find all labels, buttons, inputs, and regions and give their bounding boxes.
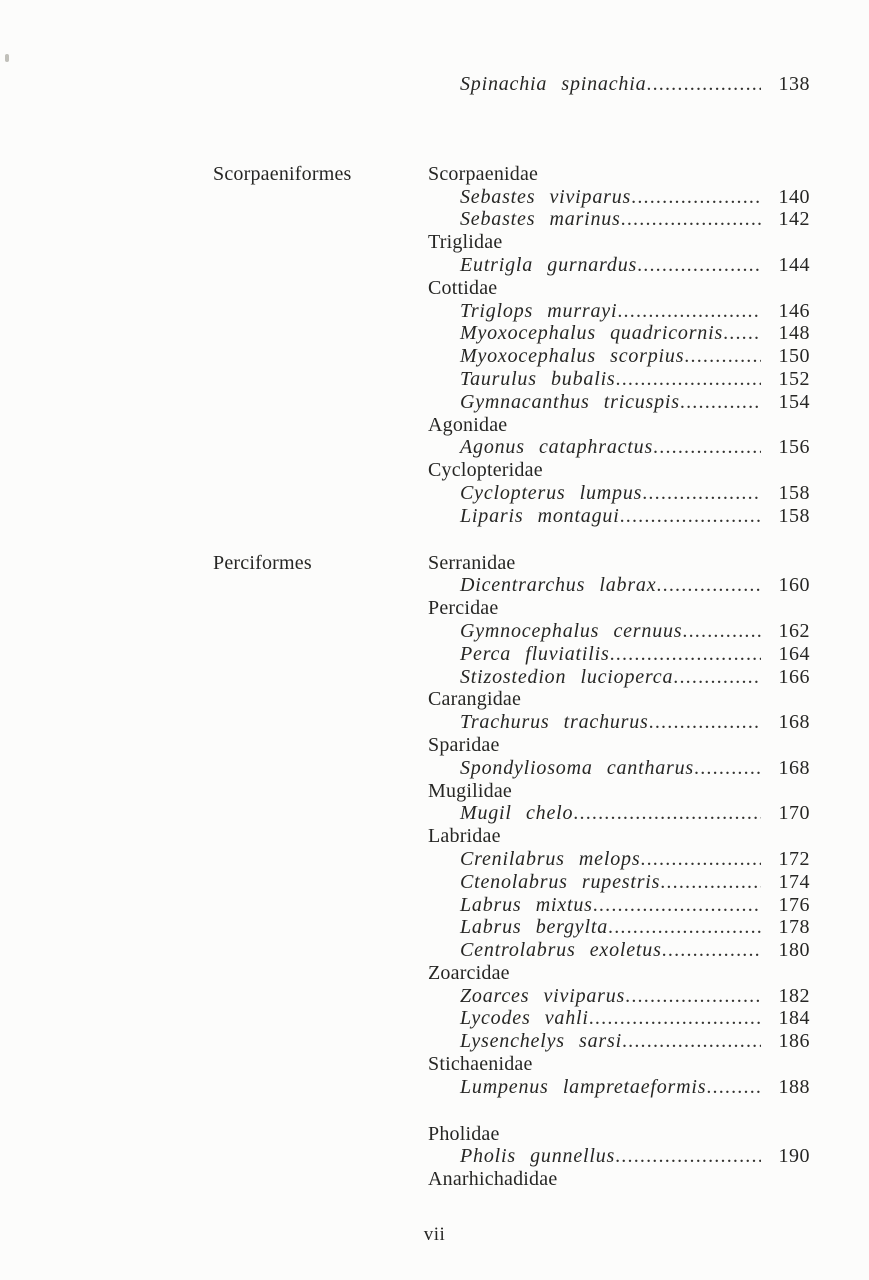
dot-leader	[646, 73, 761, 96]
species-name: Mugil chelo	[460, 802, 574, 825]
species-name: Pholis gunnellus	[460, 1145, 616, 1168]
dot-leader	[589, 1007, 761, 1030]
species-name: Agonus cataphractus	[460, 436, 654, 459]
species-name: Labrus bergylta	[460, 916, 608, 939]
toc-family-row	[0, 780, 869, 803]
toc-species-row	[0, 322, 869, 345]
scan-speck	[5, 54, 9, 62]
family-name: Labridae	[428, 825, 501, 848]
toc-species-row	[0, 254, 869, 277]
toc-family-row	[0, 688, 869, 711]
page-number: 158	[778, 481, 810, 504]
species-name: Lysenchelys sarsi	[460, 1030, 622, 1053]
toc-entry	[428, 345, 810, 368]
page-number: 150	[778, 345, 810, 368]
toc-species-row	[0, 368, 869, 391]
toc-entry	[428, 916, 810, 939]
toc-entry	[428, 939, 810, 962]
toc-species-row	[0, 436, 869, 459]
toc-entry	[428, 574, 810, 597]
species-name: Centrolabrus exoletus	[460, 939, 662, 962]
toc-species-row	[0, 1076, 869, 1099]
toc-entry	[428, 254, 810, 277]
dot-leader	[653, 436, 761, 459]
page-number: 146	[778, 299, 810, 322]
toc-family-row	[0, 1123, 869, 1146]
page-number: 178	[778, 916, 810, 939]
species-name: Spinachia spinachia	[460, 73, 647, 95]
toc-species-row	[0, 711, 869, 734]
folio-page-number: vii	[423, 1224, 446, 1245]
toc-species-row	[0, 916, 869, 939]
page-number: 176	[778, 893, 810, 916]
toc-species-row	[0, 620, 869, 643]
species-name: Liparis montagui	[460, 504, 620, 527]
toc-family-row	[0, 1168, 869, 1191]
dot-leader	[573, 802, 761, 825]
dot-leader	[621, 208, 761, 231]
page-number: 164	[778, 642, 810, 665]
dot-leader	[616, 368, 761, 391]
family-name: Agonidae	[428, 413, 508, 436]
page-number: 158	[778, 504, 810, 527]
family-name: Scorpaenidae	[428, 162, 539, 185]
toc-entry	[428, 985, 810, 1008]
species-name: Myoxocephalus quadricornis	[460, 322, 724, 345]
dot-leader	[593, 894, 761, 917]
toc-species-row	[0, 802, 869, 825]
toc-entry	[428, 368, 810, 391]
page-number: 186	[778, 1030, 810, 1053]
species-name: Taurulus bubalis	[460, 367, 616, 390]
toc-family-row	[0, 597, 869, 620]
toc-family-row	[0, 825, 869, 848]
toc-entry	[428, 1076, 810, 1099]
toc-entry	[428, 848, 810, 871]
family-name: Serranidae	[428, 551, 516, 574]
species-name: Myoxocephalus scorpius	[460, 345, 685, 368]
order-label: Scorpaeniformes	[213, 162, 352, 185]
toc-species-row	[0, 574, 869, 597]
toc-family-row	[0, 1053, 869, 1076]
page-number: 174	[778, 870, 810, 893]
page-number: 168	[778, 711, 810, 734]
toc-entry	[428, 505, 810, 528]
species-name: Zoarces viviparus	[460, 984, 626, 1007]
page-footer	[0, 1224, 869, 1246]
species-name: Cyclopterus lumpus	[460, 481, 643, 504]
dot-leader	[673, 666, 761, 689]
toc-species-row	[0, 345, 869, 368]
species-name: Sebastes marinus	[460, 208, 621, 231]
toc-family-row	[0, 414, 869, 437]
species-name: Lumpenus lampretaeformis	[460, 1075, 707, 1098]
page-number: 190	[778, 1145, 810, 1168]
toc-entry	[428, 1030, 810, 1053]
toc-entry	[428, 757, 810, 780]
toc-entry	[428, 186, 810, 209]
page-number: 172	[778, 847, 810, 870]
toc-species-row	[0, 643, 869, 666]
toc-entry	[428, 482, 810, 505]
toc-family-row	[0, 552, 869, 575]
page-number: 188	[778, 1075, 810, 1098]
species-name: Lycodes vahli	[460, 1007, 589, 1030]
toc-species-row	[0, 208, 869, 231]
toc-entry	[428, 711, 810, 734]
dot-leader	[706, 1076, 761, 1099]
family-name: Zoarcidae	[428, 961, 510, 984]
toc-species-row	[0, 505, 869, 528]
page-number: 166	[778, 665, 810, 688]
family-name: Cyclopteridae	[428, 459, 543, 482]
species-name: Labrus mixtus	[460, 893, 593, 916]
toc-species-row	[0, 848, 869, 871]
dot-leader	[682, 620, 761, 643]
toc-species-row	[0, 1145, 869, 1168]
toc-entry	[428, 1145, 810, 1168]
dot-leader	[617, 300, 761, 323]
dot-leader	[642, 482, 761, 505]
toc-species-row	[0, 871, 869, 894]
page-number: 162	[778, 619, 810, 642]
toc-family-row	[0, 231, 869, 254]
dot-leader	[684, 345, 761, 368]
toc-family-row	[0, 277, 869, 300]
page-number: 138	[778, 73, 810, 95]
family-name: Cottidae	[428, 276, 498, 299]
dot-leader	[694, 757, 761, 780]
family-name: Percidae	[428, 597, 499, 620]
species-name: Gymnacanthus tricuspis	[460, 390, 680, 413]
species-name: Trachurus trachurus	[460, 711, 649, 734]
species-name: Ctenolabrus rupestris	[460, 870, 661, 893]
page-number: 148	[778, 322, 810, 345]
dot-leader	[610, 643, 761, 666]
page-number: 142	[778, 208, 810, 231]
page-number: 184	[778, 1007, 810, 1030]
toc-entry	[428, 871, 810, 894]
family-name: Mugilidae	[428, 779, 513, 802]
dot-leader	[625, 985, 761, 1008]
species-name: Triglops murrayi	[460, 299, 618, 322]
toc-species-row	[0, 757, 869, 780]
species-name: Stizostedion lucioperca	[460, 665, 674, 688]
toc-entry	[428, 1007, 810, 1030]
toc-entry	[428, 73, 810, 96]
toc-species-row	[0, 1030, 869, 1053]
family-name: Anarhichadidae	[428, 1168, 558, 1191]
page-number: 144	[778, 253, 810, 276]
dot-leader	[620, 505, 761, 528]
toc-entry	[428, 802, 810, 825]
toc-entry	[428, 894, 810, 917]
family-name: Triglidae	[428, 231, 503, 254]
species-name: Sebastes viviparus	[460, 185, 632, 208]
toc-entry	[428, 436, 810, 459]
family-name: Pholidae	[428, 1122, 500, 1145]
family-name: Stichaenidae	[428, 1053, 533, 1076]
toc-rows	[0, 73, 869, 1191]
dot-leader	[656, 574, 761, 597]
page-number: 170	[778, 802, 810, 825]
toc-species-row	[0, 939, 869, 962]
toc-entry	[428, 322, 810, 345]
page-number: 168	[778, 756, 810, 779]
toc-species-row	[0, 300, 869, 323]
toc-family-row	[0, 962, 869, 985]
toc-entry	[428, 391, 810, 414]
dot-leader	[680, 391, 761, 414]
toc-family-row	[0, 459, 869, 482]
species-name: Spondyliosoma cantharus	[460, 756, 695, 779]
toc-species-row	[0, 482, 869, 505]
family-name: Carangidae	[428, 688, 522, 711]
species-name: Dicentrarchus labrax	[460, 574, 657, 597]
family-name: Sparidae	[428, 733, 500, 756]
toc-entry	[428, 300, 810, 323]
dot-leader	[615, 1145, 761, 1168]
page-number: 140	[778, 185, 810, 208]
toc-entry	[428, 208, 810, 231]
page-number: 180	[778, 939, 810, 962]
dot-leader	[640, 848, 761, 871]
page-number: 156	[778, 436, 810, 459]
table-of-contents	[0, 73, 869, 1191]
order-label: Perciformes	[213, 551, 312, 574]
page-number: 154	[778, 390, 810, 413]
dot-leader	[631, 186, 761, 209]
dot-leader	[660, 871, 761, 894]
toc-family-row	[0, 163, 869, 186]
toc-entry	[428, 666, 810, 689]
toc-species-row	[0, 894, 869, 917]
toc-species-row	[0, 1007, 869, 1030]
page-number: 160	[778, 574, 810, 597]
toc-family-row	[0, 734, 869, 757]
dot-leader	[723, 322, 761, 345]
toc-entry	[428, 620, 810, 643]
dot-leader	[622, 1030, 761, 1053]
toc-species-row	[0, 391, 869, 414]
page-number: 182	[778, 984, 810, 1007]
species-name: Crenilabrus melops	[460, 847, 641, 870]
page-number: 152	[778, 367, 810, 390]
dot-leader	[637, 254, 761, 277]
toc-species-row	[0, 666, 869, 689]
species-name: Eutrigla gurnardus	[460, 253, 638, 276]
toc-entry	[428, 643, 810, 666]
toc-species-row	[0, 186, 869, 209]
dot-leader	[649, 711, 761, 734]
species-name: Gymnocephalus cernuus	[460, 619, 683, 642]
dot-leader	[608, 916, 761, 939]
toc-species-row	[0, 985, 869, 1008]
dot-leader	[662, 939, 761, 962]
species-name: Perca fluviatilis	[460, 642, 610, 665]
toc-species-row	[0, 73, 869, 96]
